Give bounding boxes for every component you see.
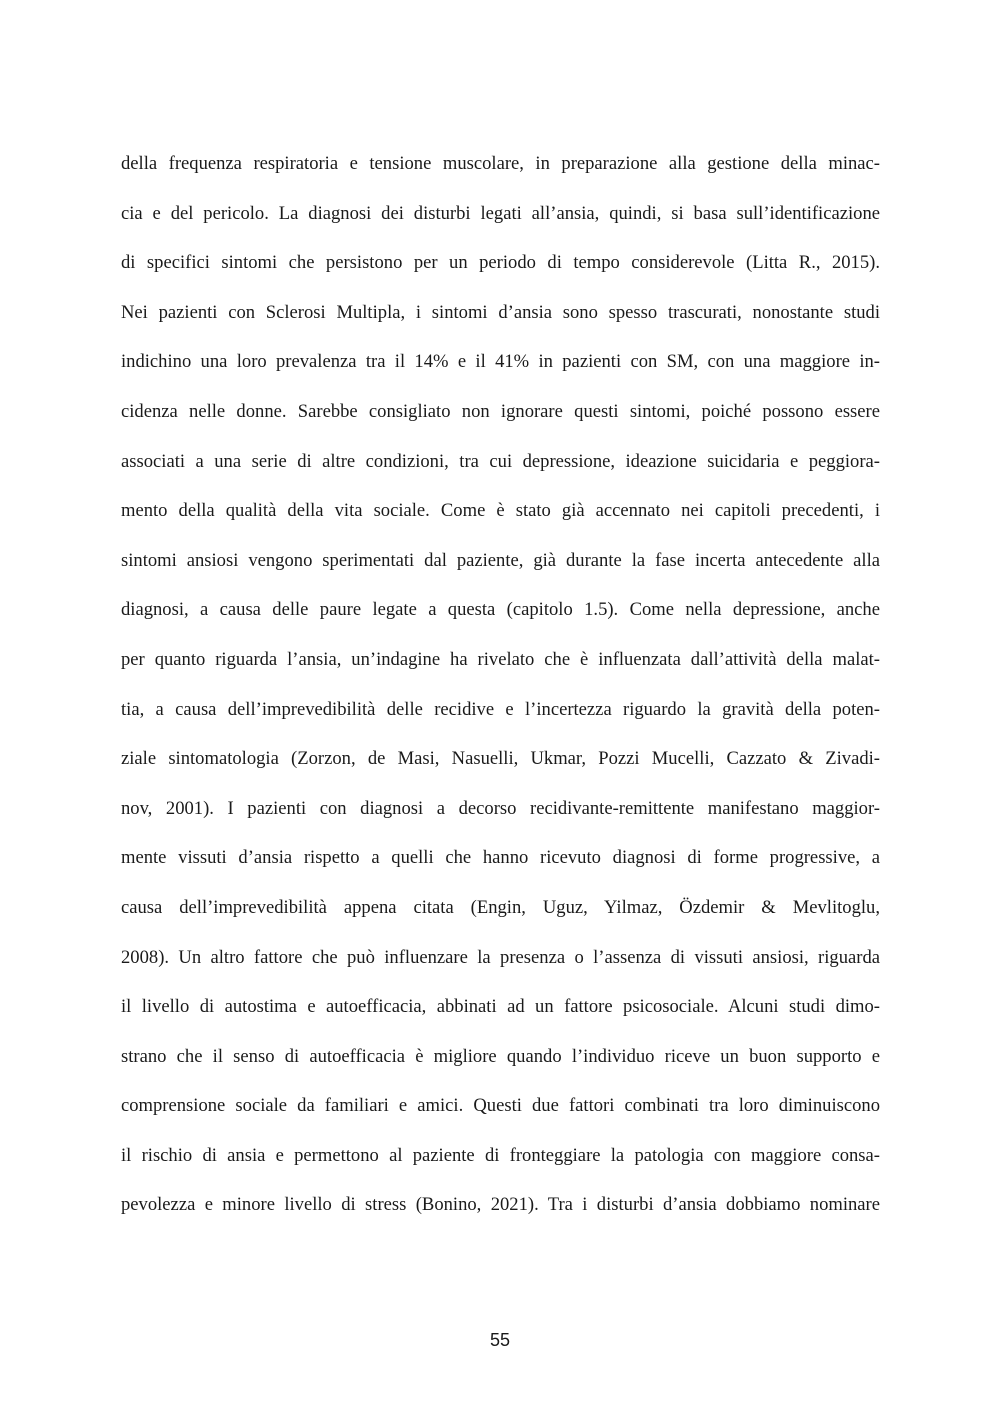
text-line: il rischio di ansia e permettono al paziente di fronteggiare la patologia con maggiore consa- <box>121 1144 880 1166</box>
text-line: associati a una serie di altre condizioni, tra cui depressione, ideazione suicidaria e peggiora- <box>121 450 880 472</box>
text-line: cia e del pericolo. La diagnosi dei disturbi legati all’ansia, quindi, si basa sull’identificazione <box>121 202 880 224</box>
text-line: causa dell’imprevedibilità appena citata (Engin, Uguz, Yilmaz, Özdemir & Mevlitoglu, <box>121 896 880 918</box>
text-line: ziale sintomatologia (Zorzon, de Masi, Nasuelli, Ukmar, Pozzi Mucelli, Cazzato & Zivadi- <box>121 748 880 770</box>
page-number: 55 <box>489 1330 511 1350</box>
text-line: nov, 2001). I pazienti con diagnosi a decorso recidivante-remittente manifestano maggior- <box>121 797 880 819</box>
text-line: il livello di autostima e autoefficacia, abbinati ad un fattore psicosociale. Alcuni studi dimo- <box>121 996 880 1018</box>
text-line: pevolezza e minore livello di stress (Bonino, 2021). Tra i disturbi d’ansia dobbiamo nominare <box>121 1194 880 1216</box>
text-line: cidenza nelle donne. Sarebbe consigliato non ignorare questi sintomi, poiché possono essere <box>121 400 880 422</box>
text-line: strano che il senso di autoefficacia è migliore quando l’individuo riceve un buon supporto e <box>121 1045 880 1067</box>
text-line: sintomi ansiosi vengono sperimentati dal paziente, già durante la fase incerta antecedente alla <box>121 549 880 571</box>
text-line: tia, a causa dell’imprevedibilità delle recidive e l’incertezza riguardo la gravità della poten- <box>121 698 880 720</box>
text-line: della frequenza respiratoria e tensione muscolare, in preparazione alla gestione della minac- <box>121 153 880 174</box>
text-line: 2008). Un altro fattore che può influenzare la presenza o l’assenza di vissuti ansiosi, riguarda <box>121 946 880 968</box>
text-line: comprensione sociale da familiari e amici. Questi due fattori combinati tra loro diminuiscono <box>121 1095 880 1117</box>
body-text <box>121 146 880 1237</box>
text-line: di specifici sintomi che persistono per un periodo di tempo considerevole (Litta R., 2015). <box>121 252 880 274</box>
text-line: Nei pazienti con Sclerosi Multipla, i sintomi d’ansia sono spesso trascurati, nonostante studi <box>121 301 880 323</box>
text-line: mento della qualità della vita sociale. Come è stato già accennato nei capitoli precedenti, i <box>121 500 880 522</box>
text-line: mente vissuti d’ansia rispetto a quelli che hanno ricevuto diagnosi di forme progressive, a <box>121 847 880 869</box>
text-line: per quanto riguarda l’ansia, un’indagine ha rivelato che è influenzata dall’attività della malat- <box>121 648 880 670</box>
text-line: indichino una loro prevalenza tra il 14% e il 41% in pazienti con SM, con una maggiore in- <box>121 351 880 373</box>
text-line: diagnosi, a causa delle paure legate a questa (capitolo 1.5). Come nella depressione, anche <box>121 599 880 621</box>
